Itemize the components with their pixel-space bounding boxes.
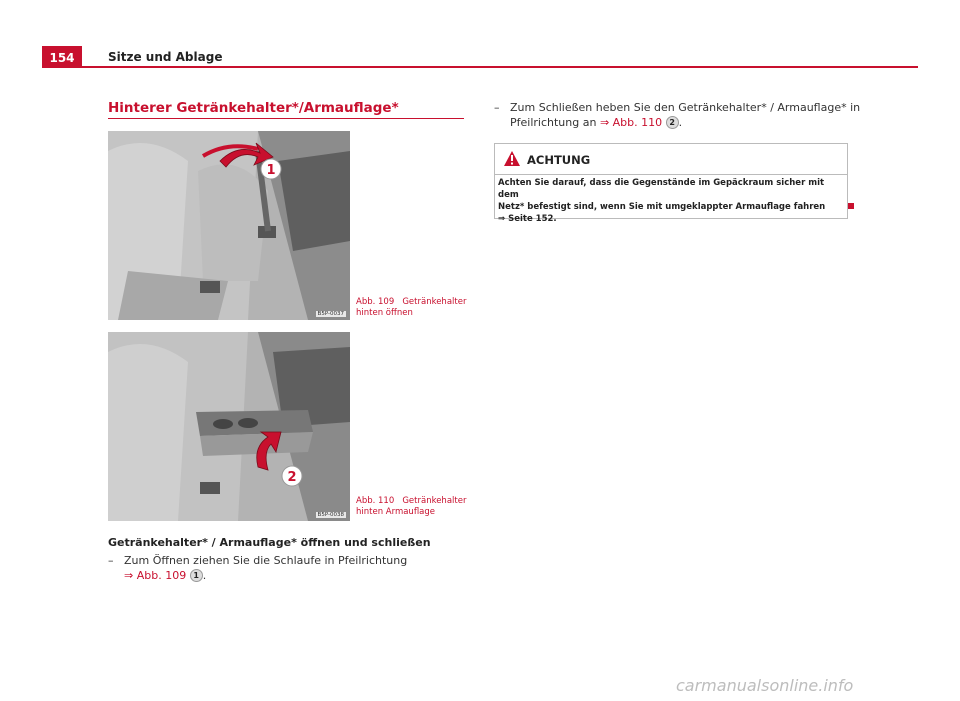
figure-109-image (108, 131, 350, 320)
step-badge: 1 (190, 569, 203, 582)
figure-110-image (108, 332, 350, 521)
warning-title: ACHTUNG (527, 153, 591, 167)
step-text: Pfeilrichtung an (510, 116, 597, 129)
step-period: . (202, 569, 207, 582)
figure-109-marker: 1 (266, 163, 276, 178)
step-text: Zum Schließen heben Sie den Getränkehalter* / Armauflage* in (510, 101, 861, 114)
figure-109-code: B5P-0037 (317, 311, 344, 317)
header-rule (42, 66, 918, 68)
section-rule (108, 118, 464, 119)
section-title: Hinterer Getränkehalter*/Armauflage* (108, 100, 399, 116)
figure-110-code: B5P-0038 (317, 512, 344, 518)
step-close (494, 100, 861, 134)
step-badge: 2 (666, 116, 679, 129)
page-number: 154 (42, 46, 82, 68)
figure-link[interactable]: ⇒ Abb. 109 (124, 569, 187, 582)
step-text: Zum Öffnen ziehen Sie die Schlaufe in Pfeilrichtung (124, 554, 408, 567)
figure-link[interactable]: ⇒ Abb. 110 (599, 116, 663, 129)
step-period: . (678, 116, 683, 129)
warning-header (495, 144, 847, 175)
warning-triangle-icon (503, 150, 521, 171)
step-open (108, 553, 464, 587)
figure-110-marker: 2 (287, 470, 297, 485)
step-dash: – (108, 554, 114, 567)
page-link[interactable]: ⇒ Seite 152. (498, 214, 557, 224)
step-dash: – (494, 101, 500, 114)
watermark-text: carmanualsonline.info (676, 676, 854, 695)
subsection-title: Getränkehalter* / Armauflage* öffnen und schließen (108, 536, 431, 549)
section-end-marker (848, 203, 854, 209)
chapter-title: Sitze und Ablage (108, 50, 223, 64)
figure-109-caption: Abb. 109 Getränkehalter hinten öffnen (356, 297, 467, 318)
warning-text: Achten Sie darauf, dass die Gegenstände im Gepäckraum sicher mit dem Netz* befestigt sind, wenn Sie mit umgeklappter Armauflage fahren ⇒ Seite 152. (498, 178, 826, 224)
warning-box (494, 143, 848, 224)
figure-110-caption: Abb. 110 Getränkehalter hinten Armauflage (356, 496, 467, 517)
